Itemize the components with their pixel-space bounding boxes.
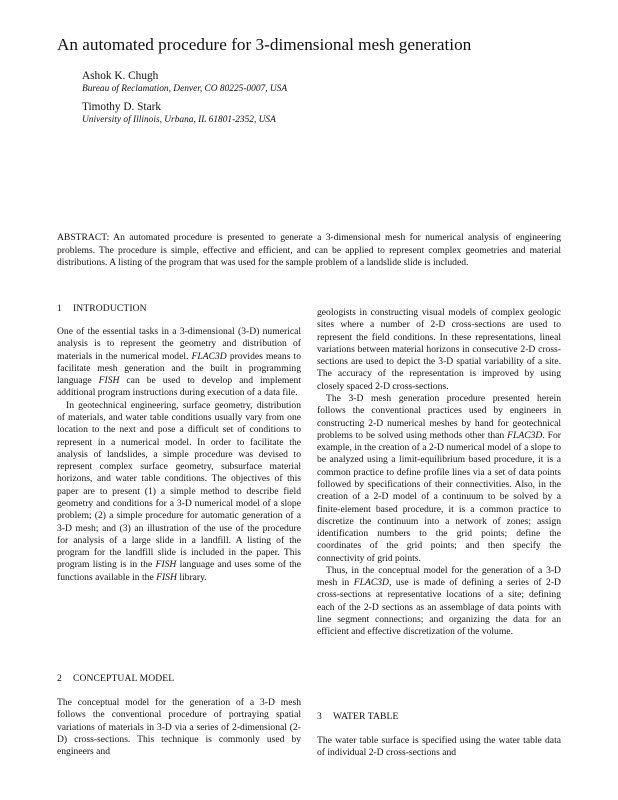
author-affiliation-1: Bureau of Reclamation, Denver, CO 80225-0007, USA — [82, 84, 288, 94]
software-name: FISH — [156, 571, 177, 583]
text-run: provides means to facilitate mesh generation and the built in programming language — [57, 350, 301, 387]
intro-paragraph-1 — [57, 326, 301, 400]
right-column-water-table — [317, 735, 561, 760]
author-name-1: Ashok K. Chugh — [82, 70, 159, 82]
text-run: In geotechnical engineering, surface geometry, distribution of materials, and water table conditions usually vary from one location to the next and pose a difficult set of conditions to represent in a numerical model. In order to facilitate the analysis of landslides, a simple procedure was devised to represent complex surface geometry, subsurface material horizons, and water table conditions. The objectives of this paper are to present (1) a simple method to describe field geometry and conditions for a 3-D numerical model of a slope problem; (2) a simple procedure for automatic generation of a 3-D mesh; and (3) an illustration of the use of the procedure for analysis of a large slide in a landfill. A listing of the program for the landfill slide is included in the paper. This program listing is in the — [57, 399, 301, 571]
abstract — [57, 232, 561, 270]
text-run: library. — [179, 571, 207, 583]
section-number: 1 — [57, 303, 62, 314]
software-name: FISH — [98, 375, 120, 387]
software-name: FLAC3D — [191, 350, 227, 362]
conceptual-paragraph-1: The conceptual model for the generation of a 3-D mesh follows the conventional procedure of portraying spatial variations of materials in 3-D via a series of 2-dimensional (2-D) cross-sections. This technique is commonly used by engineers and — [57, 697, 301, 758]
left-column-introduction — [57, 326, 301, 584]
paper-title: An automated procedure for 3-dimensional mesh generation — [57, 35, 472, 54]
text-run: The 3-D mesh generation procedure presented herein follows the conventional practices used by engineers in constructing 2-D numerical meshes by hand for geotechnical problems to be solved using methods other than — [317, 392, 561, 441]
right-paragraph-3 — [317, 565, 561, 639]
author-affiliation-2: University of Illinois, Urbana, IL 61801-2352, USA — [82, 115, 276, 125]
text-run: can be used to develop and implement additional program instructions during execution of a data file. — [57, 375, 302, 399]
abstract-text: : An automated procedure is presented to generate a 3-dimensional mesh for numerical analysis of engineering problems. The procedure is simple, effective and efficient, and can be applied to represent complex geometries and material distributions. A listing of the program that was used for the sample problem of a landslide slide is included. — [57, 232, 561, 269]
author-name-2: Timothy D. Stark — [82, 101, 161, 113]
right-paragraph-2 — [317, 393, 561, 565]
section-heading-introduction — [57, 303, 147, 315]
text-run: , use is made of defining a series of 2-D cross-sections at representative locations of a site; defining each of the 2-D sections as an assemblage of data points with line segment connections; and organizing the data for an efficient and effective discretization of the volume. — [317, 577, 561, 638]
section-title: INTRODUCTION — [73, 303, 147, 314]
text-run: One of the essential tasks in a 3-dimensional (3-D) numerical analysis is to represent the geometry and distribution of materials in the numerical model. — [57, 326, 301, 362]
left-column-conceptual — [57, 697, 301, 758]
section-title: CONCEPTUAL MODEL — [73, 673, 175, 684]
section-title: WATER TABLE — [333, 711, 399, 722]
section-heading-water-table — [317, 711, 398, 723]
text-run: . For example, in the creation of a 2-D numerical model of a slope to be analyzed using a limit-equilibrium based procedure, it is a common practice to define profile lines via a set of data points followed by specifications of their connectivities. Also, in the creation of a 2-D model of a continuum to be solved by a finite-element based procedure, it is a common practice to discretize the continuum into a network of zones; assign identification numbers to the grid points; define the coordinates of the grid points; and then specify the connectivity of grid points. — [317, 429, 561, 564]
section-number: 3 — [317, 711, 322, 722]
abstract-label: ABSTRACT — [57, 232, 107, 243]
water-table-paragraph-1: The water table surface is specified using the water table data of individual 2-D cross-sections and — [317, 735, 561, 759]
section-heading-conceptual-model — [57, 673, 174, 685]
right-paragraph-1: geologists in constructing visual models of complex geologic sites where a number of 2-D cross-sections are used to represent the field conditions. In these representations, lineal variations between material horizons in consecutive 2-D cross-sections are used to depict the 3-D spatial variability of a site. The accuracy of the representation is improved by using closely spaced 2-D cross-sections. — [317, 307, 561, 392]
text-run: Thus, in the conceptual model for the generation of a 3-D mesh in — [317, 564, 561, 589]
intro-paragraph-2 — [57, 400, 301, 584]
right-column — [317, 307, 561, 639]
software-name: FLAC3D — [507, 429, 543, 441]
software-name: FLAC3D — [353, 577, 389, 589]
section-number: 2 — [57, 673, 62, 684]
software-name: FISH — [155, 559, 177, 571]
text-run: language and uses some of the functions available in the — [57, 559, 301, 583]
